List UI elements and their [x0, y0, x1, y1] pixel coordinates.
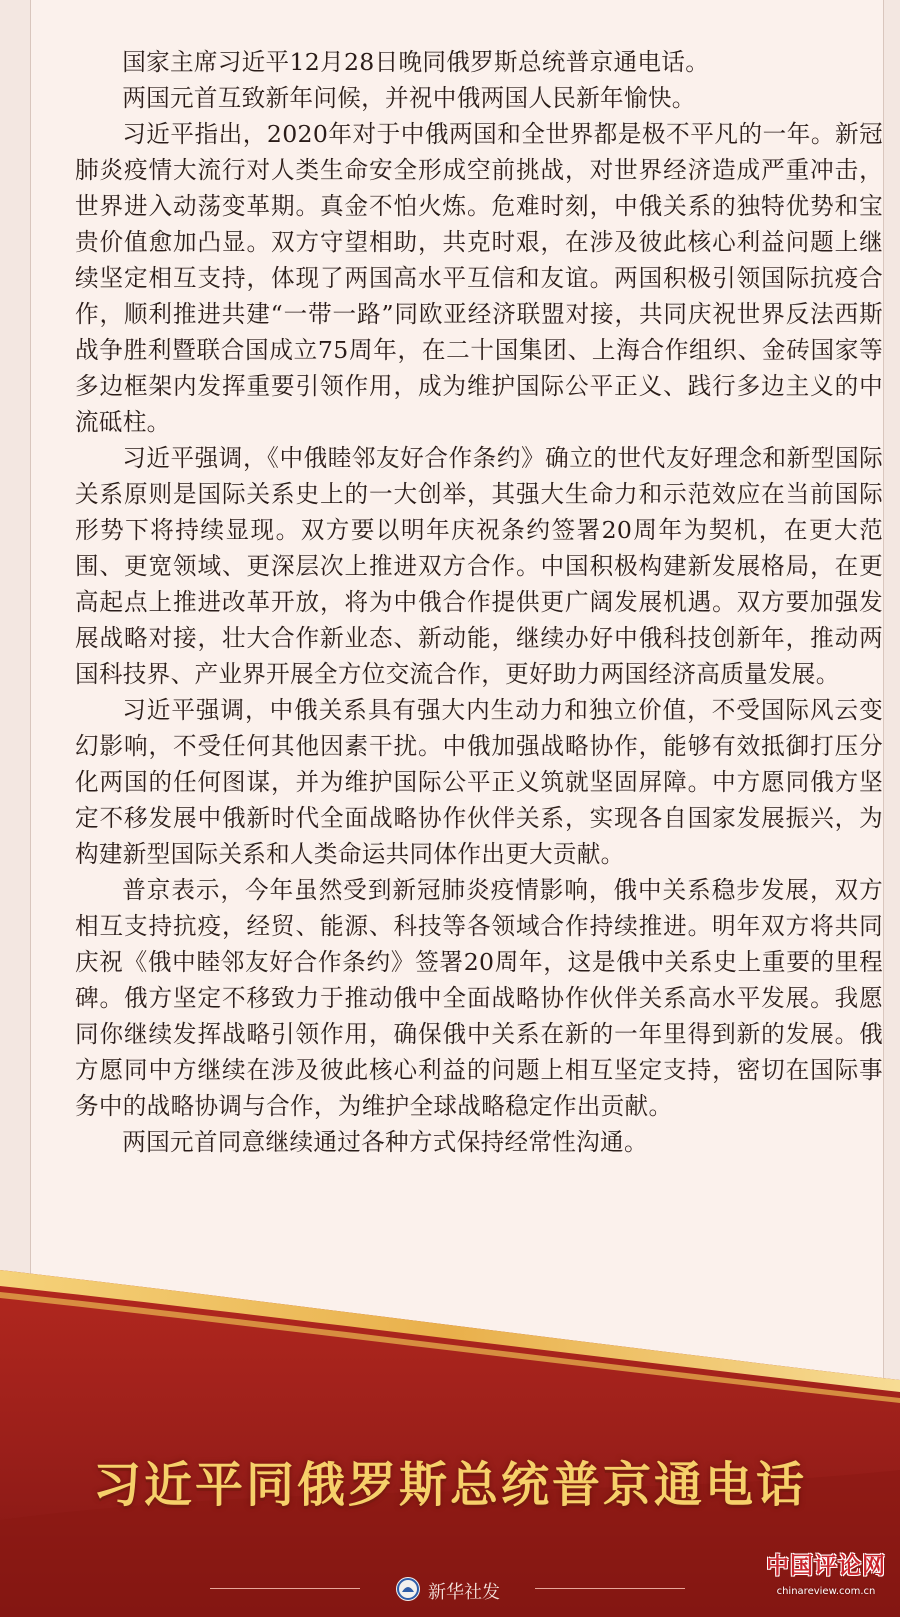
article-body — [75, 44, 883, 1160]
paragraph: 习近平强调，中俄关系具有强大内生动力和独立价值，不受国际风云变幻影响，不受任何其他因素干扰。中俄加强战略协作，能够有效抵御打压分化两国的任何图谋，并为维护国际公平正义筑就坚固屏障。中方愿同俄方坚定不移发展中俄新时代全面战略协作伙伴关系，实现各自国家发展振兴，为构建新型国际关系和人类命运共同体作出更大贡献。 — [75, 696, 883, 868]
paragraph: 国家主席习近平12月28日晚同俄罗斯总统普京通电话。 — [122, 48, 710, 76]
watermark-url: chinareview.com.cn — [776, 1586, 876, 1597]
paragraph: 习近平强调，《中俄睦邻友好合作条约》确立的世代友好理念和新型国际关系原则是国际关系史上的一大创举，其强大生命力和示范效应在当前国际形势下将持续显现。双方要以明年庆祝条约签署20周年为契机，在更大范围、更宽领域、更深层次上推进双方合作。中国积极构建新发展格局，在更高起点上推进改革开放，将为中俄合作提供更广阔发展机遇。双方要加强发展战略对接，壮大合作新业态、新动能，继续办好中俄科技创新年，推动两国科技界、产业界开展全方位交流合作，更好助力两国经济高质量发展。 — [75, 444, 883, 688]
paragraph: 习近平指出，2020年对于中俄两国和全世界都是极不平凡的一年。新冠肺炎疫情大流行对人类生命安全形成空前挑战，对世界经济造成严重冲击，世界进入动荡变革期。真金不怕火炼。危难时刻，中俄关系的独特优势和宝贵价值愈加凸显。双方守望相助，共克时艰，在涉及彼此核心利益问题上继续坚定相互支持，体现了两国高水平互信和友谊。两国积极引领国际抗疫合作，顺利推进共建“一带一路”同欧亚经济联盟对接，共同庆祝世界反法西斯战争胜利暨联合国成立75周年，在二十国集团、上海合作组织、金砖国家等多边框架内发挥重要引领作用，成为维护国际公平正义、践行多边主义的中流砥柱。 — [75, 120, 883, 436]
paper-sheet — [30, 0, 884, 1440]
divider — [535, 1588, 685, 1589]
xinhua-logo-icon — [396, 1577, 420, 1601]
site-watermark — [760, 1547, 892, 1609]
paragraph: 两国元首同意继续通过各种方式保持经常性沟通。 — [122, 1128, 648, 1156]
watermark-title: 中国评论网 — [766, 1552, 886, 1579]
agency-credit: 新华社发 — [428, 1582, 500, 1603]
paragraph: 两国元首互致新年问候，并祝中俄两国人民新年愉快。 — [122, 84, 696, 112]
paragraph: 普京表示，今年虽然受到新冠肺炎疫情影响，俄中关系稳步发展，双方相互支持抗疫，经贸、能源、科技等各领域合作持续推进。明年双方将共同庆祝《俄中睦邻友好合作条约》签署20周年，这是俄中关系史上重要的里程碑。俄方坚定不移致力于推动俄中全面战略协作伙伴关系高水平发展。我愿同你继续发挥战略引领作用，确保俄中关系在新的一年里得到新的发展。俄方愿同中方继续在涉及彼此核心利益的问题上相互坚定支持，密切在国际事务中的战略协调与合作，为维护全球战略稳定作出贡献。 — [75, 876, 883, 1120]
divider — [210, 1588, 360, 1589]
banner-headline: 习近平同俄罗斯总统普京通电话 — [92, 1457, 807, 1513]
